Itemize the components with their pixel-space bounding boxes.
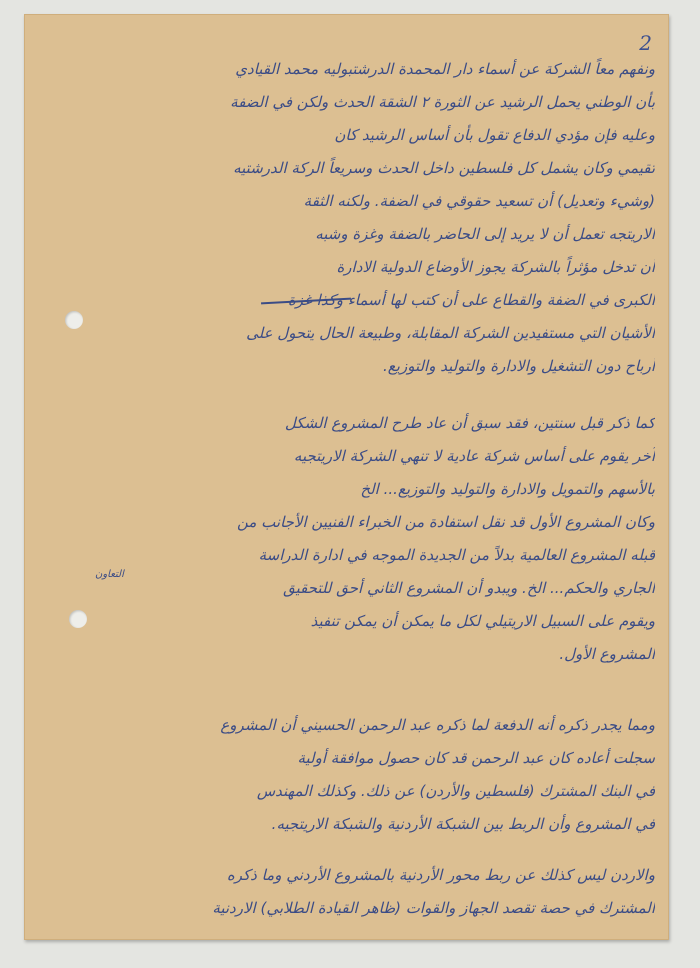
text-line: وكان المشروع الأول قد نقل استفادة من الخبراء الفنيين الأجانب من: [236, 513, 655, 531]
text-line: سجلت أعاده كان عبد الرحمن قد كان حصول موافقة أولية: [297, 749, 655, 767]
text-line: بأن الوطني يحمل الرشيد عن الثورة ٢ الشقة الحدث ولكن في الضفة: [230, 93, 655, 111]
paragraph-2: [55, 407, 655, 671]
text-line: ونفهم معاً الشركة عن أسماء دار المحمدة الدرشتبوليه محمد القيادي: [235, 60, 655, 78]
text-line: المشترك في حصة تقصد الجهاز والقوات (ظاهر القيادة الطلابي) الاردنية: [212, 899, 655, 917]
text-line: في البنك المشترك (فلسطين والأردن) عن ذلك. وكذلك المهندس: [256, 782, 655, 800]
text-line: قبله المشروع العالمية بدلاً من الجديدة الموجه في ادارة الدراسة: [258, 546, 655, 564]
text-line: والاردن ليس كذلك عن ربط محور الأردنية بالمشروع الأردني وما ذكره: [226, 866, 655, 884]
text-line: أن تدخل مؤثراً بالشركة يجوز الأوضاع الدولية الادارة: [336, 258, 655, 276]
text-line: الكبرى في الضفة والقطاع على أن كتب لها أسماء وكذا غزة: [287, 291, 655, 309]
text-line: الأشيان التي مستفيدين الشركة المقابلة، وطبيعة الحال يتحول على: [246, 324, 655, 342]
text-line: ومما يجدر ذكره أنه الدفعة لما ذكره عبد الرحمن الحسيني أن المشروع: [220, 716, 655, 734]
text-line: (وشيء وتعديل) أن تسعيد حقوقي في الضفة. ولكنه الثقة: [303, 192, 655, 210]
text-line: المشروع الأول.: [559, 645, 655, 663]
text-line: أرباح دون التشغيل والادارة والتوليد والتوزيع.: [383, 357, 655, 375]
insertion-note: التعاون: [95, 569, 124, 580]
page-number: 2: [639, 31, 652, 55]
document-page: [24, 14, 669, 940]
text-line: في المشروع وأن الربط بين الشبكة الأردنية والشبكة الاريتجيه.: [271, 815, 655, 833]
text-line: كما ذكر قبل سنتين، فقد سبق أن عاد طرح المشروع الشكل: [284, 414, 655, 432]
paragraph-1: [55, 53, 655, 383]
text-line: الاريتجه تعمل أن لا يريد إلى الحاضر بالضفة وغزة وشبه: [315, 225, 655, 243]
text-line: الجاري والحكم... الخ. ويبدو أن المشروع الثاني أحق للتحقيق: [283, 579, 655, 597]
text-line: وعليه فإن مؤدي الدفاع تقول بأن أساس الرشيد كان: [334, 126, 655, 144]
text-line: آخر يقوم على أساس شركة عادية لا تنهي الشركة الاريتجيه: [293, 447, 655, 465]
text-line: بالأسهم والتمويل والادارة والتوليد والتوزيع... الخ: [360, 480, 655, 498]
paragraph-3: [55, 709, 655, 841]
text-line: تقيمي وكان يشمل كل فلسطين داخل الحدث وسريعاً الركة الدرشتيه: [233, 159, 655, 177]
paragraph-4: [55, 859, 655, 925]
text-line: ويقوم على السبيل الاريتيلي لكل ما يمكن أن يمكن تنفيذ: [310, 612, 655, 630]
